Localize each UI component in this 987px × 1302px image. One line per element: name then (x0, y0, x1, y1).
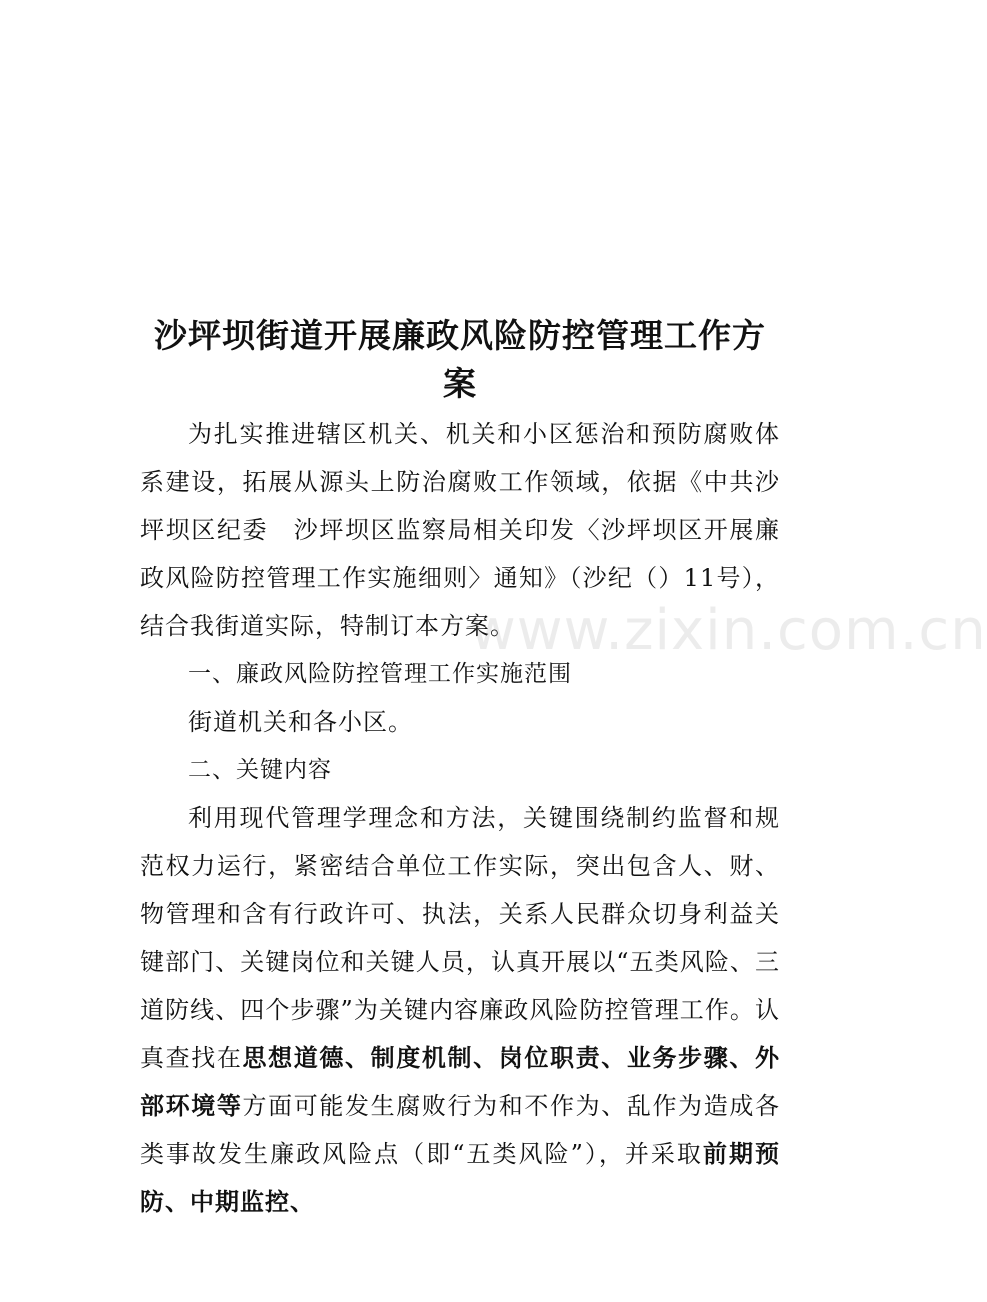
intro-paragraph: 为扎实推进辖区机关、机关和小区惩治和预防腐败体系建设，拓展从源头上防治腐败工作领域，依据《中共沙坪坝区纪委 沙坪坝区监察局相关印发〈沙坪坝区开展廉政风险防控管理工作实施细则〉通知》（沙纪（）11号），结合我街道实际，特制订本方案。 (140, 420, 780, 640)
section-1-heading: 一、廉政风险防控管理工作实施范围 (188, 661, 572, 687)
section-2-text-part1: 利用现代管理学理念和方法，关键围绕制约监督和规范权力运行，紧密结合单位工作实际，突出包含人、财、物管理和含有行政许可、执法，关系人民群众切身利益关键部门、关键岗位和关键人员，认真开展以“五类风险、三道防线、四个步骤”为关键内容廉政风险防控管理工作。认真查找在 (140, 804, 780, 1072)
document-title: 沙坪坝街道开展廉政风险防控管理工作方案 (154, 316, 766, 403)
section-2-heading: 二、关键内容 (188, 757, 332, 783)
section-2-paragraph (140, 794, 780, 1226)
section-2-text-part2: 方面可能发生腐败行为和不作为、乱作为造成各类事故发生廉政风险点（即“五类风险”），并采取 (140, 1092, 780, 1168)
section-2-bold-defense-lines: 前期预防、中期监控、 (140, 1140, 781, 1216)
site-watermark: www.zixin.com.cn (470, 598, 987, 663)
section-2-bold-risk-areas: 思想道德、制度机制、岗位职责、业务步骤、外部环境等 (140, 1044, 780, 1120)
document-body (140, 410, 780, 1226)
section-1-text: 街道机关和各小区。 (188, 708, 413, 736)
